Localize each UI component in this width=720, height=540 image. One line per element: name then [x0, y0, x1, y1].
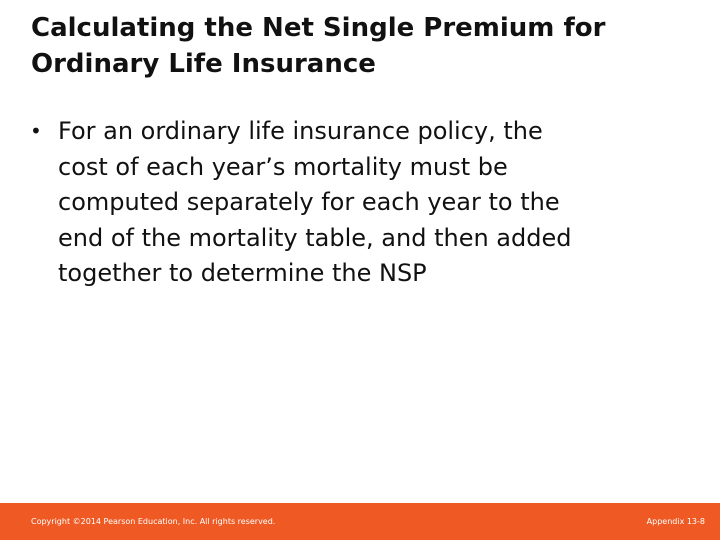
slide-title-line-2: Ordinary Life Insurance	[31, 49, 376, 79]
bullet-dot-icon: •	[30, 119, 42, 143]
bullet-text-line-3: computed separately for each year to the	[58, 188, 560, 216]
bullet-text-line-2: cost of each year’s mortality must be	[58, 152, 508, 181]
footer-copyright: Copyright ©2014 Pearson Education, Inc. All rights reserved.	[31, 517, 276, 526]
slide-title	[31, 10, 691, 82]
bullet-text-line-5: together to determine the NSP	[58, 259, 427, 287]
slide-title-line-1: Calculating the Net Single Premium for	[31, 13, 606, 43]
bullet-text-line-1: For an ordinary life insurance policy, the	[58, 117, 543, 145]
bullet-item	[30, 114, 690, 292]
footer-page-label: Appendix 13-8	[646, 517, 705, 526]
bullet-list	[30, 114, 690, 292]
bullet-text-line-4: end of the mortality table, and then added	[58, 223, 572, 252]
footer-bar	[0, 503, 720, 540]
